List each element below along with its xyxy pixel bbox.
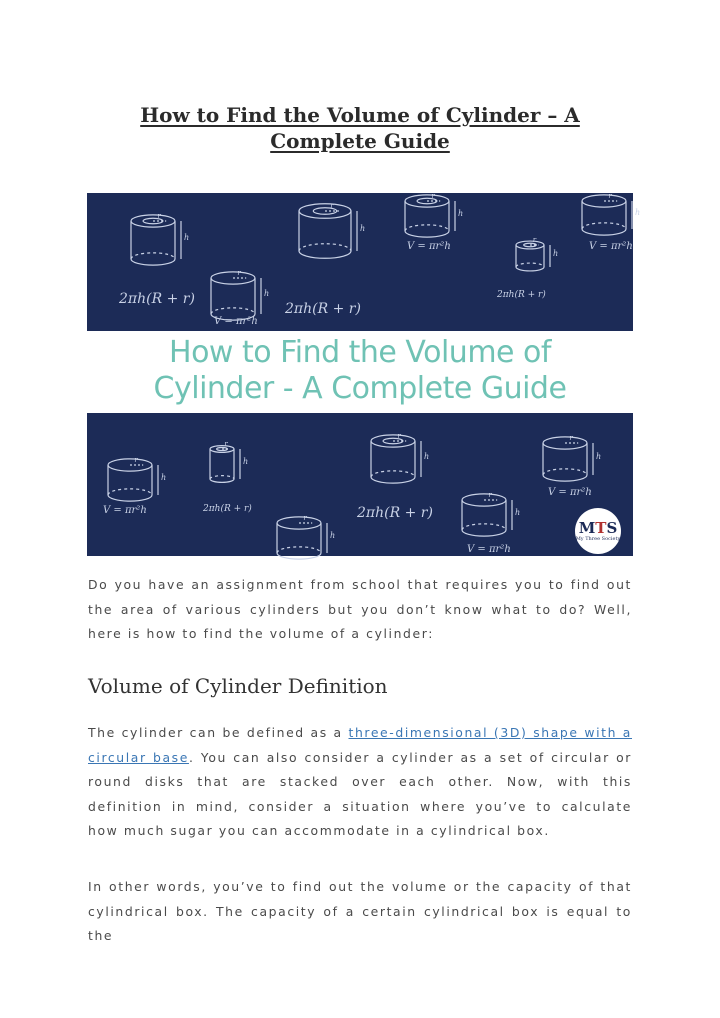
volume-formula: V = πr²h bbox=[467, 544, 511, 555]
logo-text: My Three Society bbox=[575, 536, 621, 542]
cylinder-base bbox=[405, 231, 449, 237]
radius-label: r bbox=[330, 202, 334, 210]
height-label: h bbox=[264, 289, 270, 298]
volume-formula: V = πr²h bbox=[103, 505, 147, 516]
height-label: h bbox=[184, 233, 190, 242]
volume-formula: V = πr²h bbox=[548, 487, 592, 498]
cylinder-base-hidden bbox=[210, 476, 234, 479]
volume-formula: V = πr²h bbox=[214, 316, 258, 327]
cylinder-base bbox=[516, 267, 544, 271]
height-label: h bbox=[360, 224, 366, 233]
definition-text-end: . You can also consider a cylinder as a set of circular or round disks that are stacked over each other. Now, with this definition in mind, consider a situation where you’ve to calculate how much sugar you can accommodate in a cylindrical box. bbox=[88, 749, 632, 838]
radius-label: r bbox=[431, 192, 435, 200]
height-label: h bbox=[635, 208, 641, 217]
radius-label: r bbox=[397, 432, 401, 440]
height-label: h bbox=[330, 531, 336, 540]
cylinder-base bbox=[371, 477, 415, 483]
surface-formula: 2πh(R + r) bbox=[203, 504, 252, 514]
height-label: h bbox=[243, 457, 249, 466]
brand-logo bbox=[575, 508, 621, 554]
cylinder-base bbox=[462, 530, 506, 536]
cylinder-base-hidden bbox=[405, 225, 449, 231]
radius-label: r bbox=[134, 456, 138, 464]
radius-label: r bbox=[569, 434, 573, 442]
article-banner-image bbox=[87, 192, 641, 556]
height-label: h bbox=[458, 209, 464, 218]
surface-formula: 2πh(R + r) bbox=[497, 290, 546, 300]
cylinder-base bbox=[277, 553, 321, 559]
radius-label: r bbox=[532, 236, 537, 244]
cylinder-base-hidden bbox=[211, 308, 255, 314]
cylinder-base-hidden bbox=[543, 469, 587, 475]
radius-label: r bbox=[488, 491, 492, 499]
cylinder-base bbox=[108, 495, 152, 501]
radius-label: r bbox=[237, 269, 241, 277]
definition-text-start: The cylinder can be defined as a bbox=[88, 725, 349, 740]
radius-label: r bbox=[157, 212, 161, 220]
section-heading: Volume of Cylinder Definition bbox=[88, 674, 388, 698]
cylinder-base-hidden bbox=[277, 547, 321, 553]
radius-label: r bbox=[608, 192, 612, 200]
height-label: h bbox=[515, 508, 521, 517]
cylinder-base-hidden bbox=[516, 263, 544, 267]
cylinder-base bbox=[299, 251, 351, 258]
cylinder-base bbox=[131, 259, 175, 265]
banner-heading-line-2: Cylinder - A Complete Guide bbox=[153, 371, 567, 406]
radius-label: r bbox=[303, 514, 307, 522]
cylinder-base bbox=[582, 229, 626, 235]
surface-formula: 2πh(R + r) bbox=[285, 301, 361, 317]
document-title: How to Find the Volume of Cylinder – A Complete Guide bbox=[140, 103, 580, 153]
radius-label: r bbox=[224, 440, 228, 448]
cylinder-base-hidden bbox=[131, 253, 175, 259]
cylinder-base-hidden bbox=[371, 471, 415, 477]
volume-formula: V = πr²h bbox=[589, 241, 633, 252]
cylinder-base-hidden bbox=[582, 223, 626, 229]
cylinder-base bbox=[543, 475, 587, 481]
cylinder-base-hidden bbox=[108, 489, 152, 495]
height-label: h bbox=[553, 249, 559, 258]
volume-formula: V = πr²h bbox=[407, 241, 451, 252]
capacity-paragraph: In other words, you’ve to find out the volume or the capacity of that cylindrical box. The capacity of a certain cylindrical box is equal to the bbox=[88, 879, 632, 943]
surface-formula: 2πh(R + r) bbox=[119, 291, 195, 307]
height-label: h bbox=[596, 452, 602, 461]
surface-formula: 2πh(R + r) bbox=[357, 505, 433, 521]
height-label: h bbox=[161, 473, 167, 482]
banner-heading-line-1: How to Find the Volume of bbox=[169, 335, 551, 370]
height-label: h bbox=[424, 452, 430, 461]
cylinder-base bbox=[210, 479, 234, 482]
definition-paragraph bbox=[88, 721, 632, 844]
logo-mark: MTS bbox=[578, 519, 618, 537]
intro-paragraph: Do you have an assignment from school that requires you to find out the area of various cylinders but you don’t know what to do? Well, here is how to find the volume of a cylinder: bbox=[88, 577, 632, 641]
cylinder-base-hidden bbox=[299, 244, 351, 251]
cylinder-definition-link[interactable]: three-dimensional (3D) shape with a circular base bbox=[88, 725, 632, 765]
cylinder-base-hidden bbox=[462, 524, 506, 530]
